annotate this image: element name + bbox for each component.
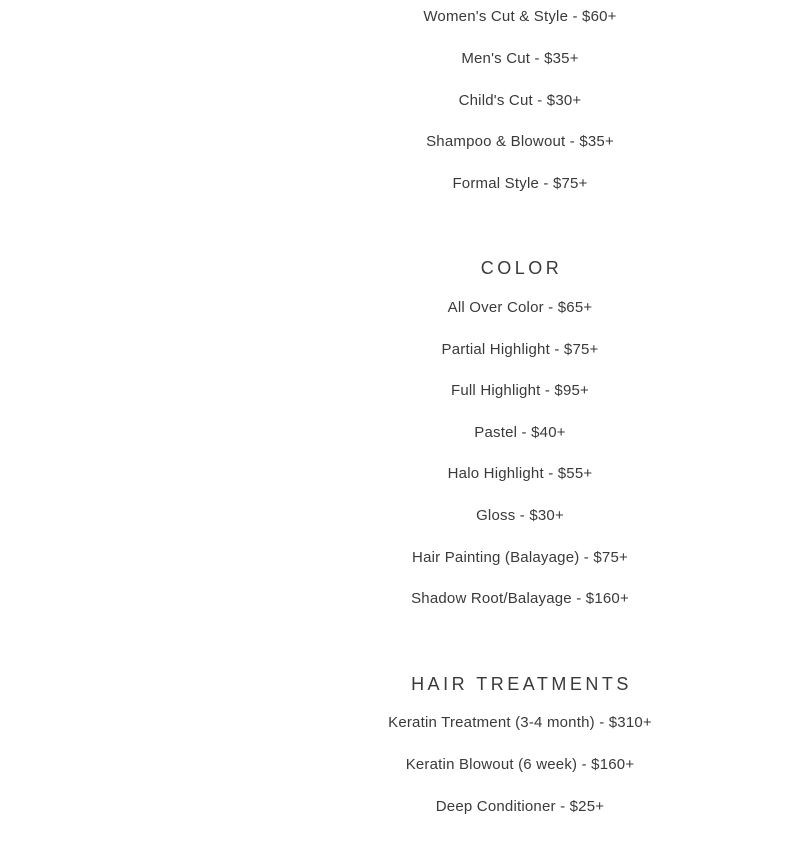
- price-item-gloss: Gloss - $30+: [476, 507, 564, 524]
- price-item-all-over-color: All Over Color - $65+: [447, 299, 593, 316]
- price-item-childs-cut: Child's Cut - $30+: [458, 92, 582, 109]
- price-item-shampoo-blowout: Shampoo & Blowout - $35+: [426, 133, 614, 150]
- price-item-womens-cut: Women's Cut & Style - $60+: [423, 8, 617, 25]
- price-item-pastel: Pastel - $40+: [474, 424, 566, 441]
- price-item-mens-cut: Men's Cut - $35+: [461, 50, 579, 67]
- section-heading-color: COLOR: [480, 258, 563, 278]
- price-item-keratin-blowout: Keratin Blowout (6 week) - $160+: [405, 756, 635, 773]
- price-item-full-highlight: Full Highlight - $95+: [450, 382, 590, 399]
- price-item-keratin-treatment: Keratin Treatment (3-4 month) - $310+: [388, 714, 652, 731]
- price-item-partial-highlight: Partial Highlight - $75+: [441, 341, 599, 358]
- price-item-formal-style: Formal Style - $75+: [452, 175, 588, 192]
- price-item-deep-conditioner: Deep Conditioner - $25+: [435, 798, 605, 815]
- price-item-halo-highlight: Halo Highlight - $55+: [447, 465, 593, 482]
- price-item-hair-painting: Hair Painting (Balayage) - $75+: [412, 549, 628, 566]
- section-heading-hair-treatments: HAIR TREATMENTS: [411, 674, 632, 694]
- price-item-shadow-root: Shadow Root/Balayage - $160+: [411, 590, 629, 607]
